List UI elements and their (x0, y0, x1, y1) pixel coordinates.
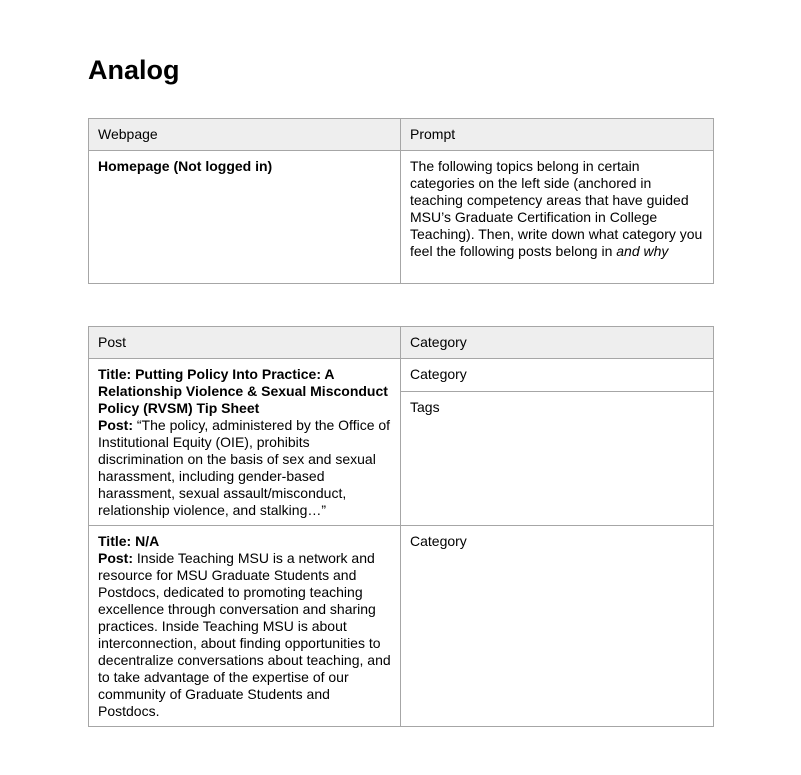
post-title-label: Title: (98, 366, 136, 382)
category-cell (401, 526, 714, 727)
table-header-row (89, 327, 714, 359)
category-label: Category (410, 366, 467, 382)
prompt-cell (401, 151, 714, 284)
header-post: Post (89, 327, 401, 359)
header-prompt: Prompt (401, 119, 714, 151)
post-cell (89, 359, 401, 526)
webpage-cell (89, 151, 401, 284)
category-label: Category (410, 533, 467, 549)
post-body: Inside Teaching MSU is a network and resource for MSU Graduate Students and Postdocs, dedicated to promoting teaching excellence through conversation and sharing practices. Inside Teaching MSU is about interconnection, about finding opportunities to decentralize conversations about teaching, and to take advantage of the expertise of our community of Graduate Students and Postdocs. (98, 550, 391, 719)
post-title-label: Title: (98, 533, 136, 549)
table-row (89, 151, 714, 284)
page-title: Analog (88, 55, 180, 85)
post-title: N/A (135, 533, 160, 549)
table-header-row (89, 119, 714, 151)
post-category-table (88, 326, 714, 727)
post-body-label: Post: (98, 417, 137, 433)
tags-label: Tags (401, 391, 713, 422)
webpage-name: Homepage (Not logged in) (98, 158, 273, 174)
post-body-label: Post: (98, 550, 137, 566)
post-body: “The policy, administered by the Office of Institutional Equity (OIE), prohibits discrimination on the basis of sex and sexual harassment, including gender-based harassment, sexual assault/misconduct, relationship violence, and stalking…” (98, 417, 391, 518)
category-cell (401, 359, 714, 526)
prompt-text: The following topics belong in certain categories on the left side (anchored in teaching competency areas that have guided MSU’s Graduate Certification in College Teaching). Then, write down what category you feel the following posts belong in (410, 158, 703, 259)
table-row (89, 526, 714, 727)
table-row (89, 359, 714, 526)
post-cell (89, 526, 401, 727)
webpage-prompt-table (88, 118, 714, 284)
category-tags-table (401, 359, 713, 422)
post-title: Putting Policy Into Practice: A Relationship Violence & Sexual Misconduct Policy (RVSM) Tip Sheet (98, 366, 388, 416)
prompt-emphasis: and why (616, 243, 669, 259)
header-webpage: Webpage (89, 119, 401, 151)
header-category: Category (401, 327, 714, 359)
